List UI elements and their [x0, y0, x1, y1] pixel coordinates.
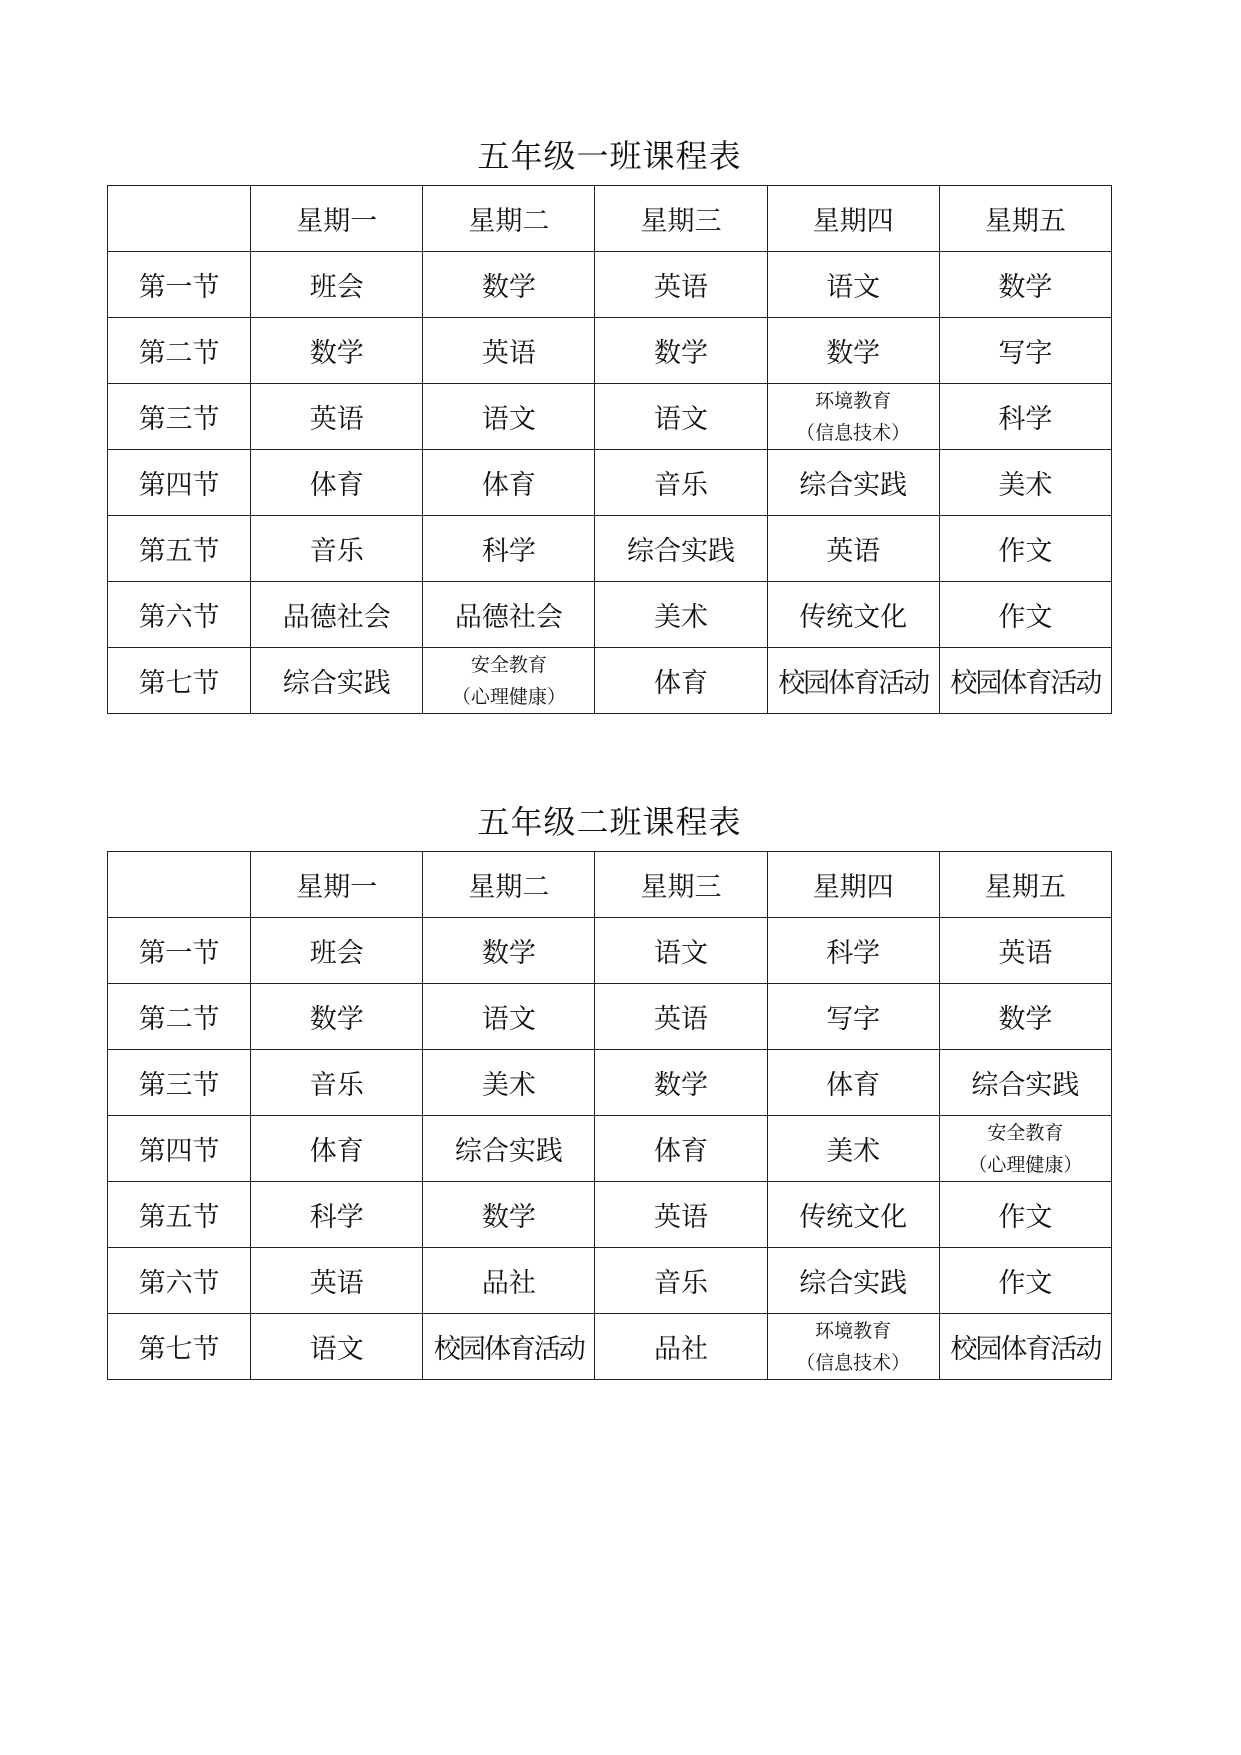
subject-cell: 体育	[767, 1050, 939, 1116]
subject-cell: 体育	[595, 648, 767, 714]
schedule-title: 五年级一班课程表	[477, 137, 742, 175]
subject-cell: 品德社会	[423, 582, 595, 648]
subject-cell: 品社	[423, 1248, 595, 1314]
subject-cell: 数学	[595, 1050, 767, 1116]
weekday-header: 星期一	[251, 852, 423, 918]
weekday-header: 星期五	[939, 186, 1111, 252]
weekday-header: 星期二	[423, 852, 595, 918]
period-row	[108, 1050, 1112, 1116]
subject-cell: 体育	[251, 450, 423, 516]
subject-line: 安全教育	[987, 1121, 1064, 1144]
subject-cell: 综合实践	[767, 1248, 939, 1314]
corner-cell	[108, 852, 251, 918]
weekday-header: 星期三	[595, 186, 767, 252]
subject-cell: 综合实践	[767, 450, 939, 516]
subject-cell	[767, 1314, 939, 1380]
subject-cell: 数学	[939, 984, 1111, 1050]
timetable	[107, 851, 1112, 1380]
period-row	[108, 1248, 1112, 1314]
period-label: 第一节	[108, 252, 251, 318]
subject-cell: 班会	[251, 252, 423, 318]
subject-cell: 美术	[767, 1116, 939, 1182]
subject-cell: 英语	[423, 318, 595, 384]
subject-cell: 校园体育活动	[939, 648, 1111, 714]
header-row	[108, 852, 1112, 918]
subject-cell: 传统文化	[767, 1182, 939, 1248]
subject-line: （心理健康）	[968, 1153, 1083, 1176]
subject-cell: 体育	[423, 450, 595, 516]
period-label: 第七节	[108, 648, 251, 714]
subject-cell: 数学	[251, 318, 423, 384]
subject-cell: 语文	[595, 918, 767, 984]
subject-cell: 综合实践	[423, 1116, 595, 1182]
period-label: 第六节	[108, 582, 251, 648]
subject-cell: 英语	[595, 984, 767, 1050]
subject-cell: 传统文化	[767, 582, 939, 648]
subject-cell: 语文	[251, 1314, 423, 1380]
subject-cell: 校园体育活动	[767, 648, 939, 714]
subject-cell: 语文	[767, 252, 939, 318]
period-label: 第一节	[108, 918, 251, 984]
subject-cell: 英语	[939, 918, 1111, 984]
subject-cell	[423, 648, 595, 714]
subject-cell: 英语	[595, 1182, 767, 1248]
subject-line: （信息技术）	[796, 421, 911, 444]
schedule-title: 五年级二班课程表	[477, 803, 742, 841]
subject-cell: 数学	[423, 252, 595, 318]
subject-cell: 英语	[251, 384, 423, 450]
corner-cell	[108, 186, 251, 252]
subject-cell: 综合实践	[251, 648, 423, 714]
timetable	[107, 185, 1112, 714]
weekday-header: 星期三	[595, 852, 767, 918]
period-label: 第六节	[108, 1248, 251, 1314]
subject-cell	[767, 384, 939, 450]
subject-cell: 语文	[595, 384, 767, 450]
subject-line: 环境教育	[815, 1319, 892, 1342]
period-row	[108, 252, 1112, 318]
weekday-header: 星期五	[939, 852, 1111, 918]
subject-cell: 作文	[939, 1248, 1111, 1314]
subject-line: 环境教育	[815, 389, 892, 412]
subject-line: （信息技术）	[796, 1351, 911, 1374]
subject-cell: 美术	[423, 1050, 595, 1116]
subject-cell: 体育	[251, 1116, 423, 1182]
subject-cell: 音乐	[595, 1248, 767, 1314]
subject-cell: 音乐	[595, 450, 767, 516]
subject-cell: 数学	[595, 318, 767, 384]
schedule-class-1	[107, 127, 1112, 714]
subject-cell: 数学	[251, 984, 423, 1050]
subject-cell: 美术	[939, 450, 1111, 516]
subject-cell: 综合实践	[595, 516, 767, 582]
subject-line: 安全教育	[470, 653, 547, 676]
subject-cell: 校园体育活动	[939, 1314, 1111, 1380]
period-label: 第五节	[108, 516, 251, 582]
period-row	[108, 1314, 1112, 1380]
subject-cell: 数学	[423, 918, 595, 984]
period-row	[108, 318, 1112, 384]
header-row	[108, 186, 1112, 252]
period-row	[108, 516, 1112, 582]
period-label: 第四节	[108, 1116, 251, 1182]
subject-cell: 作文	[939, 516, 1111, 582]
period-row	[108, 1116, 1112, 1182]
subject-cell: 语文	[423, 384, 595, 450]
subject-cell: 英语	[767, 516, 939, 582]
subject-cell: 音乐	[251, 516, 423, 582]
subject-cell: 写字	[939, 318, 1111, 384]
subject-cell: 作文	[939, 1182, 1111, 1248]
subject-cell: 科学	[767, 918, 939, 984]
subject-cell: 科学	[251, 1182, 423, 1248]
period-label: 第五节	[108, 1182, 251, 1248]
period-row	[108, 582, 1112, 648]
weekday-header: 星期四	[767, 186, 939, 252]
period-row	[108, 384, 1112, 450]
subject-cell: 校园体育活动	[423, 1314, 595, 1380]
weekday-header: 星期二	[423, 186, 595, 252]
schedule-class-2	[107, 793, 1112, 1380]
period-row	[108, 450, 1112, 516]
period-row	[108, 918, 1112, 984]
subject-cell: 数学	[939, 252, 1111, 318]
period-label: 第二节	[108, 984, 251, 1050]
subject-cell: 英语	[595, 252, 767, 318]
subject-cell: 科学	[423, 516, 595, 582]
period-label: 第四节	[108, 450, 251, 516]
weekday-header: 星期一	[251, 186, 423, 252]
period-row	[108, 1182, 1112, 1248]
period-label: 第二节	[108, 318, 251, 384]
subject-cell: 写字	[767, 984, 939, 1050]
subject-cell: 品德社会	[251, 582, 423, 648]
subject-cell: 综合实践	[939, 1050, 1111, 1116]
subject-cell: 音乐	[251, 1050, 423, 1116]
subject-cell: 品社	[595, 1314, 767, 1380]
subject-cell: 科学	[939, 384, 1111, 450]
period-row	[108, 984, 1112, 1050]
subject-cell: 体育	[595, 1116, 767, 1182]
weekday-header: 星期四	[767, 852, 939, 918]
subject-cell: 语文	[423, 984, 595, 1050]
subject-cell: 数学	[767, 318, 939, 384]
period-label: 第三节	[108, 384, 251, 450]
subject-cell: 班会	[251, 918, 423, 984]
subject-line: （心理健康）	[451, 685, 566, 708]
subject-cell: 美术	[595, 582, 767, 648]
subject-cell: 英语	[251, 1248, 423, 1314]
period-label: 第三节	[108, 1050, 251, 1116]
period-row	[108, 648, 1112, 714]
period-label: 第七节	[108, 1314, 251, 1380]
subject-cell: 作文	[939, 582, 1111, 648]
subject-cell	[939, 1116, 1111, 1182]
subject-cell: 数学	[423, 1182, 595, 1248]
